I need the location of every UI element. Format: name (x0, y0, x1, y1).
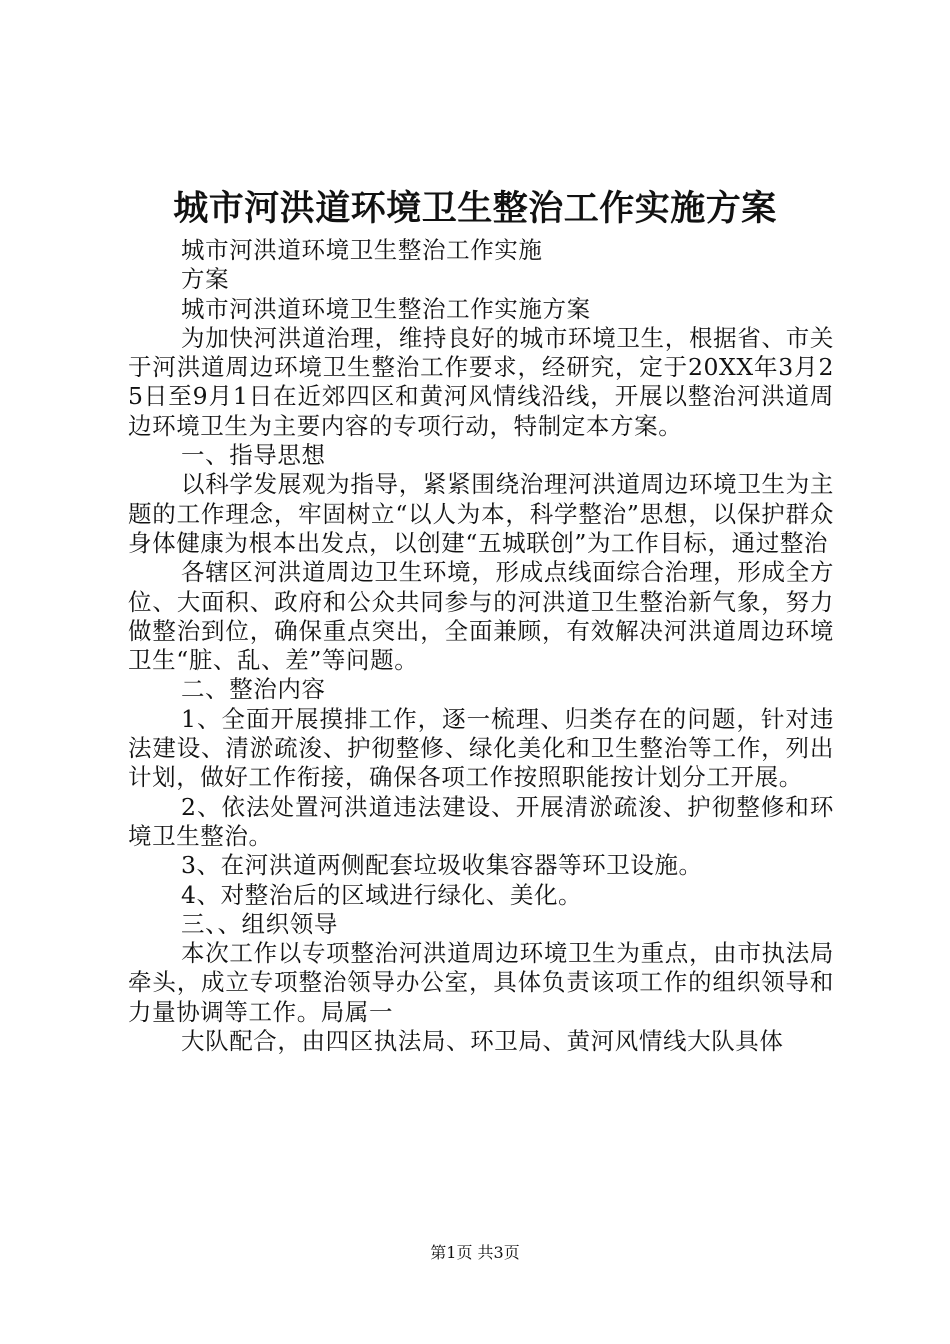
list-item-1: 1、全面开展摸排工作，逐一梳理、归类存在的问题，针对违法建设、清淤疏浚、护彻整修、绿化美化和卫生整治等工作，列出计划，做好工作衔接，确保各项工作按照职能按计划分工开展。 (128, 704, 834, 792)
section-heading-guiding-ideology: 一、指导思想 (181, 441, 326, 470)
paragraph-subtitle-line-1: 城市河洪道环境卫生整治工作实施 (181, 236, 543, 264)
list-item-4: 4、对整治后的区域进行绿化、美化。 (181, 880, 583, 909)
list-item-3: 3、在河洪道两侧配套垃圾收集容器等环卫设施。 (181, 851, 703, 880)
document-body (128, 236, 834, 1056)
page-number-footer: 第1页 共3页 (430, 1243, 520, 1262)
paragraph-repeated-title: 城市河洪道环境卫生整治工作实施方案 (181, 294, 591, 323)
paragraph-organization: 本次工作以专项整治河洪道周边环境卫生为重点，由市执法局牵头，成立专项整治领导办公室，具体负责该项工作的组织领导和力量协调等工作。局属一 (128, 939, 834, 1026)
document-title: 城市河洪道环境卫生整治工作实施方案 (173, 188, 777, 229)
section-heading-organization: 三、、组织领导 (181, 909, 338, 938)
paragraph-guiding-ideology-cont: 各辖区河洪道周边卫生环境，形成点线面综合治理，形成全方位、大面积、政府和公众共同参与的河洪道卫生整治新气象，努力做整治到位，确保重点突出，全面兼顾，有效解决河洪道周边环境卫生“脏、乱、差”等问题。 (128, 558, 834, 675)
paragraph-guiding-ideology: 以科学发展观为指导，紧紧围绕治理河洪道周边环境卫生为主题的工作理念，牢固树立“以人为本，科学整治”思想，以保护群众身体健康为根本出发点，以创建“五城联创”为工作目标，通过整治 (128, 470, 834, 557)
paragraph-subtitle-line-2: 方案 (181, 265, 230, 294)
paragraph-intro: 为加快河洪道治理，维持良好的城市环境卫生，根据省、市关于河洪道周边环境卫生整治工作要求，经研究，定于20XX年3月25日至9月1日在近郊四区和黄河风情线沿线，开展以整治河洪道周边环境卫生为主要内容的专项行动，特制定本方案。 (128, 323, 834, 440)
paragraph-organization-cont: 大队配合，由四区执法局、环卫局、黄河风情线大队具体 (181, 1027, 784, 1056)
section-heading-content: 二、整治内容 (181, 675, 326, 704)
list-item-2: 2、依法处置河洪道违法建设、开展清淤疏浚、护彻整修和环境卫生整治。 (128, 792, 834, 850)
